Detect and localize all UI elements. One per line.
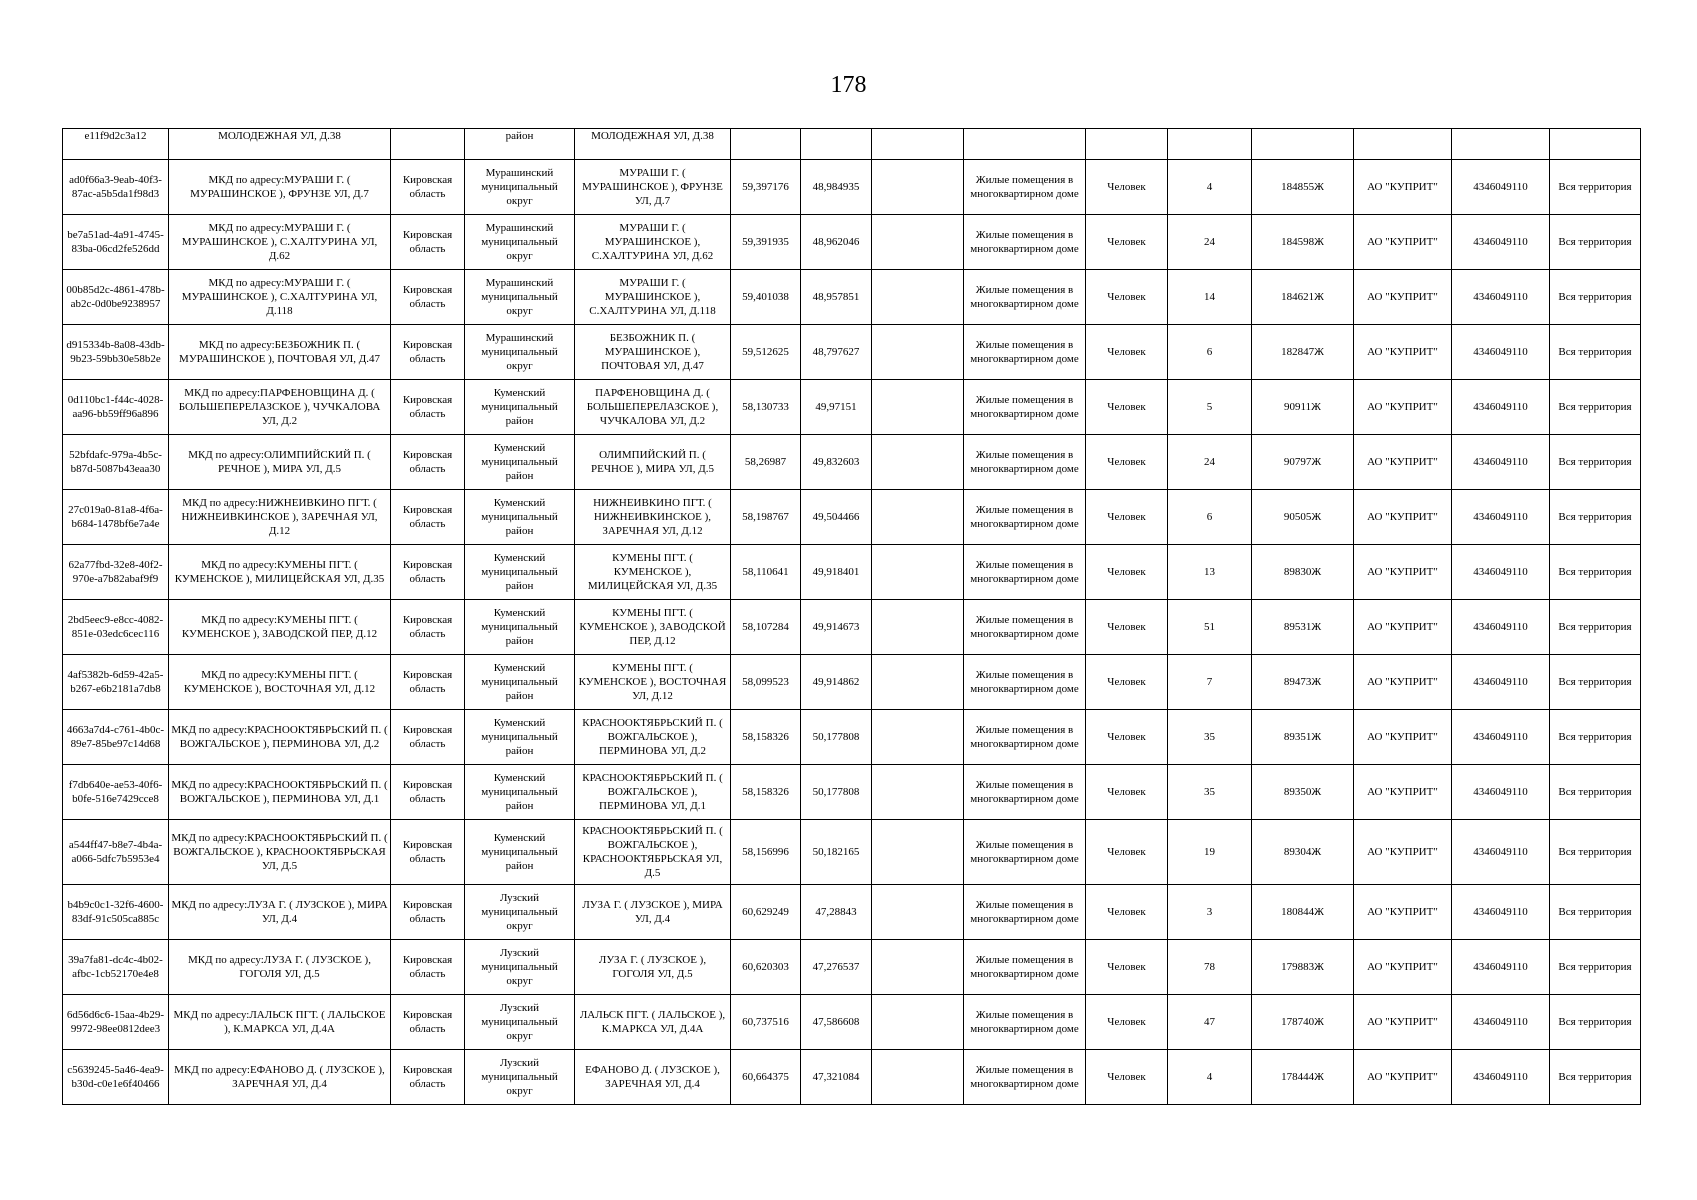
longitude-cell: 50,177808 [801,710,872,765]
territory-cell: Вся территория [1550,215,1641,270]
latitude-cell: 59,512625 [731,325,801,380]
inn-cell: 4346049110 [1452,710,1550,765]
empty-cell [872,270,964,325]
address-cell: КРАСНООКТЯБРЬСКИЙ П. ( ВОЖГАЛЬСКОЕ ), ПЕРМИНОВА УЛ, Д.2 [575,710,731,765]
object-type-cell [964,129,1086,160]
organization-cell: АО "КУПРИТ" [1354,655,1452,710]
address-cell: МОЛОДЕЖНАЯ УЛ, Д.38 [575,129,731,160]
unit-cell: Человек [1086,435,1168,490]
table-body [63,129,1641,1105]
latitude-cell: 60,737516 [731,995,801,1050]
inn-cell [1452,129,1550,160]
object-code-cell: 90797Ж [1252,435,1354,490]
record-id-cell: c5639245-5a46-4ea9-b30d-c0e1e6f40466 [63,1050,169,1105]
empty-cell [872,545,964,600]
record-id-cell: 00b85d2c-4861-478b-ab2c-0d0be9238957 [63,270,169,325]
quantity-cell: 47 [1168,995,1252,1050]
organization-cell: АО "КУПРИТ" [1354,995,1452,1050]
empty-cell [872,710,964,765]
quantity-cell: 78 [1168,940,1252,995]
object-code-cell: 89350Ж [1252,765,1354,820]
object-code-cell: 89830Ж [1252,545,1354,600]
territory-cell: Вся территория [1550,600,1641,655]
empty-cell [872,215,964,270]
latitude-cell: 58,158326 [731,710,801,765]
object-code-cell: 184855Ж [1252,160,1354,215]
empty-cell [872,380,964,435]
page-number: 178 [830,72,867,98]
empty-cell [872,129,964,160]
organization-cell: АО "КУПРИТ" [1354,435,1452,490]
mkd-name-cell: МКД по адресу:КРАСНООКТЯБРЬСКИЙ П. ( ВОЖГАЛЬСКОЕ ), ПЕРМИНОВА УЛ, Д.1 [169,765,391,820]
mkd-name-cell: МКД по адресу:НИЖНЕИВКИНО ПГТ. ( НИЖНЕИВКИНСКОЕ ), ЗАРЕЧНАЯ УЛ, Д.12 [169,490,391,545]
record-id-cell: 39a7fa81-dc4c-4b02-afbc-1cb52170e4e8 [63,940,169,995]
address-cell: КРАСНООКТЯБРЬСКИЙ П. ( ВОЖГАЛЬСКОЕ ), ПЕРМИНОВА УЛ, Д.1 [575,765,731,820]
address-cell: ПАРФЕНОВЩИНА Д. ( БОЛЬШЕПЕРЕЛАЗСКОЕ ), ЧУЧКАЛОВА УЛ, Д.2 [575,380,731,435]
quantity-cell: 4 [1168,160,1252,215]
territory-cell: Вся территория [1550,885,1641,940]
region-cell: Кировская область [391,655,465,710]
organization-cell: АО "КУПРИТ" [1354,490,1452,545]
territory-cell [1550,129,1641,160]
latitude-cell: 60,629249 [731,885,801,940]
record-id-cell: 4af5382b-6d59-42a5-b267-e6b2181a7db8 [63,655,169,710]
table-row [63,655,1641,710]
address-cell: КУМЕНЫ ПГТ. ( КУМЕНСКОЕ ), ВОСТОЧНАЯ УЛ, Д.12 [575,655,731,710]
table-row [63,380,1641,435]
object-type-cell: Жилые помещения в многоквартирном доме [964,655,1086,710]
territory-cell: Вся территория [1550,995,1641,1050]
record-id-cell: f7db640e-ae53-40f6-b0fe-516e7429cce8 [63,765,169,820]
mkd-name-cell: МКД по адресу:КУМЕНЫ ПГТ. ( КУМЕНСКОЕ ), ЗАВОДСКОЙ ПЕР, Д.12 [169,600,391,655]
territory-cell: Вся территория [1550,325,1641,380]
district-cell: Куменский муниципальный район [465,820,575,885]
table-row [63,765,1641,820]
mkd-name-cell: МКД по адресу:БЕЗБОЖНИК П. ( МУРАШИНСКОЕ ), ПОЧТОВАЯ УЛ, Д.47 [169,325,391,380]
table-row [63,215,1641,270]
record-id-cell: be7a51ad-4a91-4745-83ba-06cd2fe526dd [63,215,169,270]
latitude-cell: 59,391935 [731,215,801,270]
object-type-cell: Жилые помещения в многоквартирном доме [964,600,1086,655]
territory-cell: Вся территория [1550,380,1641,435]
region-cell: Кировская область [391,995,465,1050]
region-cell: Кировская область [391,490,465,545]
district-cell: Мурашинский муниципальный округ [465,270,575,325]
quantity-cell: 6 [1168,325,1252,380]
inn-cell: 4346049110 [1452,940,1550,995]
object-type-cell: Жилые помещения в многоквартирном доме [964,820,1086,885]
mkd-name-cell: МКД по адресу:ЛАЛЬСК ПГТ. ( ЛАЛЬСКОЕ ), К.МАРКСА УЛ, Д.4А [169,995,391,1050]
record-id-cell: 52bfdafc-979a-4b5c-b87d-5087b43eaa30 [63,435,169,490]
mkd-name-cell: МКД по адресу:ПАРФЕНОВЩИНА Д. ( БОЛЬШЕПЕРЕЛАЗСКОЕ ), ЧУЧКАЛОВА УЛ, Д.2 [169,380,391,435]
territory-cell: Вся территория [1550,435,1641,490]
object-code-cell: 90505Ж [1252,490,1354,545]
longitude-cell [801,129,872,160]
organization-cell: АО "КУПРИТ" [1354,380,1452,435]
address-cell: ЛУЗА Г. ( ЛУЗСКОЕ ), ГОГОЛЯ УЛ, Д.5 [575,940,731,995]
district-cell: Куменский муниципальный район [465,490,575,545]
address-cell: МУРАШИ Г. ( МУРАШИНСКОЕ ), ФРУНЗЕ УЛ, Д.7 [575,160,731,215]
quantity-cell: 6 [1168,490,1252,545]
territory-cell: Вся территория [1550,940,1641,995]
table-row [63,270,1641,325]
region-cell: Кировская область [391,765,465,820]
longitude-cell: 49,97151 [801,380,872,435]
empty-cell [872,1050,964,1105]
object-type-cell: Жилые помещения в многоквартирном доме [964,490,1086,545]
district-cell: Мурашинский муниципальный округ [465,215,575,270]
longitude-cell: 49,914862 [801,655,872,710]
record-id-cell: 27c019a0-81a8-4f6a-b684-1478bf6e7a4e [63,490,169,545]
territory-cell: Вся территория [1550,820,1641,885]
record-id-cell: a544ff47-b8e7-4b4a-a066-5dfc7b5953e4 [63,820,169,885]
longitude-cell: 47,28843 [801,885,872,940]
organization-cell: АО "КУПРИТ" [1354,325,1452,380]
organization-cell: АО "КУПРИТ" [1354,885,1452,940]
record-id-cell: 6d56d6c6-15aa-4b29-9972-98ee0812dee3 [63,995,169,1050]
table-row [63,1050,1641,1105]
unit-cell: Человек [1086,995,1168,1050]
quantity-cell: 13 [1168,545,1252,600]
mkd-name-cell: МКД по адресу:МУРАШИ Г. ( МУРАШИНСКОЕ ), ФРУНЗЕ УЛ, Д.7 [169,160,391,215]
object-type-cell: Жилые помещения в многоквартирном доме [964,710,1086,765]
longitude-cell: 50,177808 [801,765,872,820]
address-cell: ЛАЛЬСК ПГТ. ( ЛАЛЬСКОЕ ), К.МАРКСА УЛ, Д.4А [575,995,731,1050]
mkd-name-cell: МКД по адресу:КРАСНООКТЯБРЬСКИЙ П. ( ВОЖГАЛЬСКОЕ ), ПЕРМИНОВА УЛ, Д.2 [169,710,391,765]
organization-cell: АО "КУПРИТ" [1354,710,1452,765]
unit-cell: Человек [1086,940,1168,995]
territory-cell: Вся территория [1550,1050,1641,1105]
record-id-cell: 4663a7d4-c761-4b0c-89e7-85be97c14d68 [63,710,169,765]
longitude-cell: 47,321084 [801,1050,872,1105]
empty-cell [872,600,964,655]
object-code-cell: 179883Ж [1252,940,1354,995]
table-row [63,710,1641,765]
record-id-cell: 0d110bc1-f44c-4028-aa96-bb59ff96a896 [63,380,169,435]
unit-cell: Человек [1086,885,1168,940]
object-type-cell: Жилые помещения в многоквартирном доме [964,160,1086,215]
organization-cell: АО "КУПРИТ" [1354,215,1452,270]
table-row [63,325,1641,380]
longitude-cell: 49,914673 [801,600,872,655]
address-cell: КУМЕНЫ ПГТ. ( КУМЕНСКОЕ ), МИЛИЦЕЙСКАЯ УЛ, Д.35 [575,545,731,600]
mkd-name-cell: МКД по адресу:ОЛИМПИЙСКИЙ П. ( РЕЧНОЕ ), МИРА УЛ, Д.5 [169,435,391,490]
record-id-cell: b4b9c0c1-32f6-4600-83df-91c505ca885c [63,885,169,940]
organization-cell: АО "КУПРИТ" [1354,765,1452,820]
record-id-cell: 2bd5eec9-e8cc-4082-851e-03edc6cec116 [63,600,169,655]
region-cell: Кировская область [391,885,465,940]
region-cell: Кировская область [391,325,465,380]
object-type-cell: Жилые помещения в многоквартирном доме [964,215,1086,270]
longitude-cell: 49,504466 [801,490,872,545]
quantity-cell: 4 [1168,1050,1252,1105]
mkd-name-cell: МКД по адресу:МУРАШИ Г. ( МУРАШИНСКОЕ ), С.ХАЛТУРИНА УЛ, Д.62 [169,215,391,270]
inn-cell: 4346049110 [1452,545,1550,600]
registry-table [62,128,1641,1105]
latitude-cell: 60,620303 [731,940,801,995]
table-row [63,940,1641,995]
organization-cell: АО "КУПРИТ" [1354,160,1452,215]
district-cell: Куменский муниципальный район [465,600,575,655]
address-cell: НИЖНЕИВКИНО ПГТ. ( НИЖНЕИВКИНСКОЕ ), ЗАРЕЧНАЯ УЛ, Д.12 [575,490,731,545]
longitude-cell: 49,832603 [801,435,872,490]
object-type-cell: Жилые помещения в многоквартирном доме [964,765,1086,820]
unit-cell: Человек [1086,215,1168,270]
organization-cell: АО "КУПРИТ" [1354,1050,1452,1105]
region-cell: Кировская область [391,940,465,995]
table-row [63,129,1641,160]
longitude-cell: 47,586608 [801,995,872,1050]
latitude-cell: 59,401038 [731,270,801,325]
object-code-cell: 89531Ж [1252,600,1354,655]
record-id-cell: ad0f66a3-9eab-40f3-87ac-a5b5da1f98d3 [63,160,169,215]
district-cell: Мурашинский муниципальный округ [465,325,575,380]
territory-cell: Вся территория [1550,490,1641,545]
table-row [63,995,1641,1050]
region-cell: Кировская область [391,710,465,765]
district-cell: Лузский муниципальный округ [465,885,575,940]
mkd-name-cell: МКД по адресу:КРАСНООКТЯБРЬСКИЙ П. ( ВОЖГАЛЬСКОЕ ), КРАСНООКТЯБРЬСКАЯ УЛ, Д.5 [169,820,391,885]
empty-cell [872,160,964,215]
table-row [63,885,1641,940]
quantity-cell: 24 [1168,435,1252,490]
object-type-cell: Жилые помещения в многоквартирном доме [964,885,1086,940]
address-cell: ОЛИМПИЙСКИЙ П. ( РЕЧНОЕ ), МИРА УЛ, Д.5 [575,435,731,490]
organization-cell: АО "КУПРИТ" [1354,545,1452,600]
quantity-cell: 51 [1168,600,1252,655]
unit-cell: Человек [1086,160,1168,215]
quantity-cell: 14 [1168,270,1252,325]
unit-cell: Человек [1086,765,1168,820]
empty-cell [872,940,964,995]
inn-cell: 4346049110 [1452,215,1550,270]
unit-cell: Человек [1086,490,1168,545]
object-code-cell: 184598Ж [1252,215,1354,270]
address-cell: МУРАШИ Г. ( МУРАШИНСКОЕ ), С.ХАЛТУРИНА УЛ, Д.62 [575,215,731,270]
empty-cell [872,765,964,820]
inn-cell: 4346049110 [1452,435,1550,490]
object-type-cell: Жилые помещения в многоквартирном доме [964,270,1086,325]
object-type-cell: Жилые помещения в многоквартирном доме [964,435,1086,490]
object-code-cell: 89473Ж [1252,655,1354,710]
district-cell: Лузский муниципальный округ [465,995,575,1050]
longitude-cell: 50,182165 [801,820,872,885]
territory-cell: Вся территория [1550,765,1641,820]
object-code-cell: 89351Ж [1252,710,1354,765]
inn-cell: 4346049110 [1452,325,1550,380]
address-cell: МУРАШИ Г. ( МУРАШИНСКОЕ ), С.ХАЛТУРИНА УЛ, Д.118 [575,270,731,325]
unit-cell: Человек [1086,655,1168,710]
quantity-cell: 19 [1168,820,1252,885]
inn-cell: 4346049110 [1452,655,1550,710]
territory-cell: Вся территория [1550,655,1641,710]
latitude-cell: 58,110641 [731,545,801,600]
inn-cell: 4346049110 [1452,380,1550,435]
region-cell: Кировская область [391,600,465,655]
record-id-cell: d915334b-8a08-43db-9b23-59bb30e58b2e [63,325,169,380]
district-cell: Лузский муниципальный округ [465,940,575,995]
object-code-cell [1252,129,1354,160]
object-code-cell: 178740Ж [1252,995,1354,1050]
empty-cell [872,820,964,885]
unit-cell: Человек [1086,1050,1168,1105]
longitude-cell: 48,984935 [801,160,872,215]
longitude-cell: 48,957851 [801,270,872,325]
district-cell: Куменский муниципальный район [465,710,575,765]
unit-cell: Человек [1086,545,1168,600]
territory-cell: Вся территория [1550,710,1641,765]
region-cell: Кировская область [391,435,465,490]
quantity-cell: 3 [1168,885,1252,940]
record-id-cell: e11f9d2c3a12 [63,129,169,160]
unit-cell: Человек [1086,270,1168,325]
address-cell: КРАСНООКТЯБРЬСКИЙ П. ( ВОЖГАЛЬСКОЕ ), КРАСНООКТЯБРЬСКАЯ УЛ, Д.5 [575,820,731,885]
latitude-cell: 58,198767 [731,490,801,545]
mkd-name-cell: МКД по адресу:КУМЕНЫ ПГТ. ( КУМЕНСКОЕ ), МИЛИЦЕЙСКАЯ УЛ, Д.35 [169,545,391,600]
mkd-name-cell: МКД по адресу:ЕФАНОВО Д. ( ЛУЗСКОЕ ), ЗАРЕЧНАЯ УЛ, Д.4 [169,1050,391,1105]
organization-cell: АО "КУПРИТ" [1354,820,1452,885]
district-cell: Лузский муниципальный округ [465,1050,575,1105]
object-type-cell: Жилые помещения в многоквартирном доме [964,380,1086,435]
latitude-cell: 58,156996 [731,820,801,885]
table-row [63,600,1641,655]
object-type-cell: Жилые помещения в многоквартирном доме [964,940,1086,995]
quantity-cell: 5 [1168,380,1252,435]
organization-cell: АО "КУПРИТ" [1354,270,1452,325]
address-cell: КУМЕНЫ ПГТ. ( КУМЕНСКОЕ ), ЗАВОДСКОЙ ПЕР, Д.12 [575,600,731,655]
empty-cell [872,655,964,710]
latitude-cell: 60,664375 [731,1050,801,1105]
mkd-name-cell: МКД по адресу:ЛУЗА Г. ( ЛУЗСКОЕ ), ГОГОЛЯ УЛ, Д.5 [169,940,391,995]
quantity-cell: 7 [1168,655,1252,710]
address-cell: ЛУЗА Г. ( ЛУЗСКОЕ ), МИРА УЛ, Д.4 [575,885,731,940]
object-code-cell: 184621Ж [1252,270,1354,325]
quantity-cell [1168,129,1252,160]
object-type-cell: Жилые помещения в многоквартирном доме [964,995,1086,1050]
district-cell: Куменский муниципальный район [465,655,575,710]
table-row [63,490,1641,545]
organization-cell: АО "КУПРИТ" [1354,600,1452,655]
district-cell: район [465,129,575,160]
inn-cell: 4346049110 [1452,270,1550,325]
object-type-cell: Жилые помещения в многоквартирном доме [964,325,1086,380]
latitude-cell: 58,130733 [731,380,801,435]
table-row [63,820,1641,885]
quantity-cell: 35 [1168,710,1252,765]
region-cell: Кировская область [391,1050,465,1105]
longitude-cell: 48,962046 [801,215,872,270]
empty-cell [872,885,964,940]
territory-cell: Вся территория [1550,270,1641,325]
region-cell: Кировская область [391,545,465,600]
unit-cell: Человек [1086,325,1168,380]
region-cell: Кировская область [391,380,465,435]
unit-cell [1086,129,1168,160]
object-code-cell: 182847Ж [1252,325,1354,380]
object-code-cell: 178444Ж [1252,1050,1354,1105]
quantity-cell: 24 [1168,215,1252,270]
object-code-cell: 180844Ж [1252,885,1354,940]
object-code-cell: 90911Ж [1252,380,1354,435]
organization-cell: АО "КУПРИТ" [1354,940,1452,995]
region-cell: Кировская область [391,820,465,885]
district-cell: Куменский муниципальный район [465,380,575,435]
district-cell: Куменский муниципальный район [465,545,575,600]
inn-cell: 4346049110 [1452,600,1550,655]
inn-cell: 4346049110 [1452,1050,1550,1105]
table-row [63,435,1641,490]
mkd-name-cell: МКД по адресу:МУРАШИ Г. ( МУРАШИНСКОЕ ), С.ХАЛТУРИНА УЛ, Д.118 [169,270,391,325]
mkd-name-cell: МОЛОДЕЖНАЯ УЛ, Д.38 [169,129,391,160]
address-cell: БЕЗБОЖНИК П. ( МУРАШИНСКОЕ ), ПОЧТОВАЯ УЛ, Д.47 [575,325,731,380]
inn-cell: 4346049110 [1452,820,1550,885]
address-cell: ЕФАНОВО Д. ( ЛУЗСКОЕ ), ЗАРЕЧНАЯ УЛ, Д.4 [575,1050,731,1105]
unit-cell: Человек [1086,380,1168,435]
district-cell: Куменский муниципальный район [465,765,575,820]
region-cell [391,129,465,160]
object-type-cell: Жилые помещения в многоквартирном доме [964,545,1086,600]
latitude-cell: 58,099523 [731,655,801,710]
record-id-cell: 62a77fbd-32e8-40f2-970e-a7b82abaf9f9 [63,545,169,600]
latitude-cell: 58,158326 [731,765,801,820]
quantity-cell: 35 [1168,765,1252,820]
region-cell: Кировская область [391,160,465,215]
longitude-cell: 48,797627 [801,325,872,380]
territory-cell: Вся территория [1550,160,1641,215]
inn-cell: 4346049110 [1452,885,1550,940]
latitude-cell: 58,107284 [731,600,801,655]
latitude-cell: 59,397176 [731,160,801,215]
unit-cell: Человек [1086,820,1168,885]
latitude-cell: 58,26987 [731,435,801,490]
inn-cell: 4346049110 [1452,490,1550,545]
district-cell: Куменский муниципальный район [465,435,575,490]
inn-cell: 4346049110 [1452,160,1550,215]
empty-cell [872,490,964,545]
empty-cell [872,435,964,490]
unit-cell: Человек [1086,710,1168,765]
district-cell: Мурашинский муниципальный округ [465,160,575,215]
region-cell: Кировская область [391,215,465,270]
object-code-cell: 89304Ж [1252,820,1354,885]
territory-cell: Вся территория [1550,545,1641,600]
empty-cell [872,995,964,1050]
longitude-cell: 49,918401 [801,545,872,600]
region-cell: Кировская область [391,270,465,325]
unit-cell: Человек [1086,600,1168,655]
organization-cell [1354,129,1452,160]
latitude-cell [731,129,801,160]
mkd-name-cell: МКД по адресу:ЛУЗА Г. ( ЛУЗСКОЕ ), МИРА УЛ, Д.4 [169,885,391,940]
inn-cell: 4346049110 [1452,995,1550,1050]
inn-cell: 4346049110 [1452,765,1550,820]
empty-cell [872,325,964,380]
object-type-cell: Жилые помещения в многоквартирном доме [964,1050,1086,1105]
table-row [63,545,1641,600]
mkd-name-cell: МКД по адресу:КУМЕНЫ ПГТ. ( КУМЕНСКОЕ ), ВОСТОЧНАЯ УЛ, Д.12 [169,655,391,710]
table-row [63,160,1641,215]
longitude-cell: 47,276537 [801,940,872,995]
